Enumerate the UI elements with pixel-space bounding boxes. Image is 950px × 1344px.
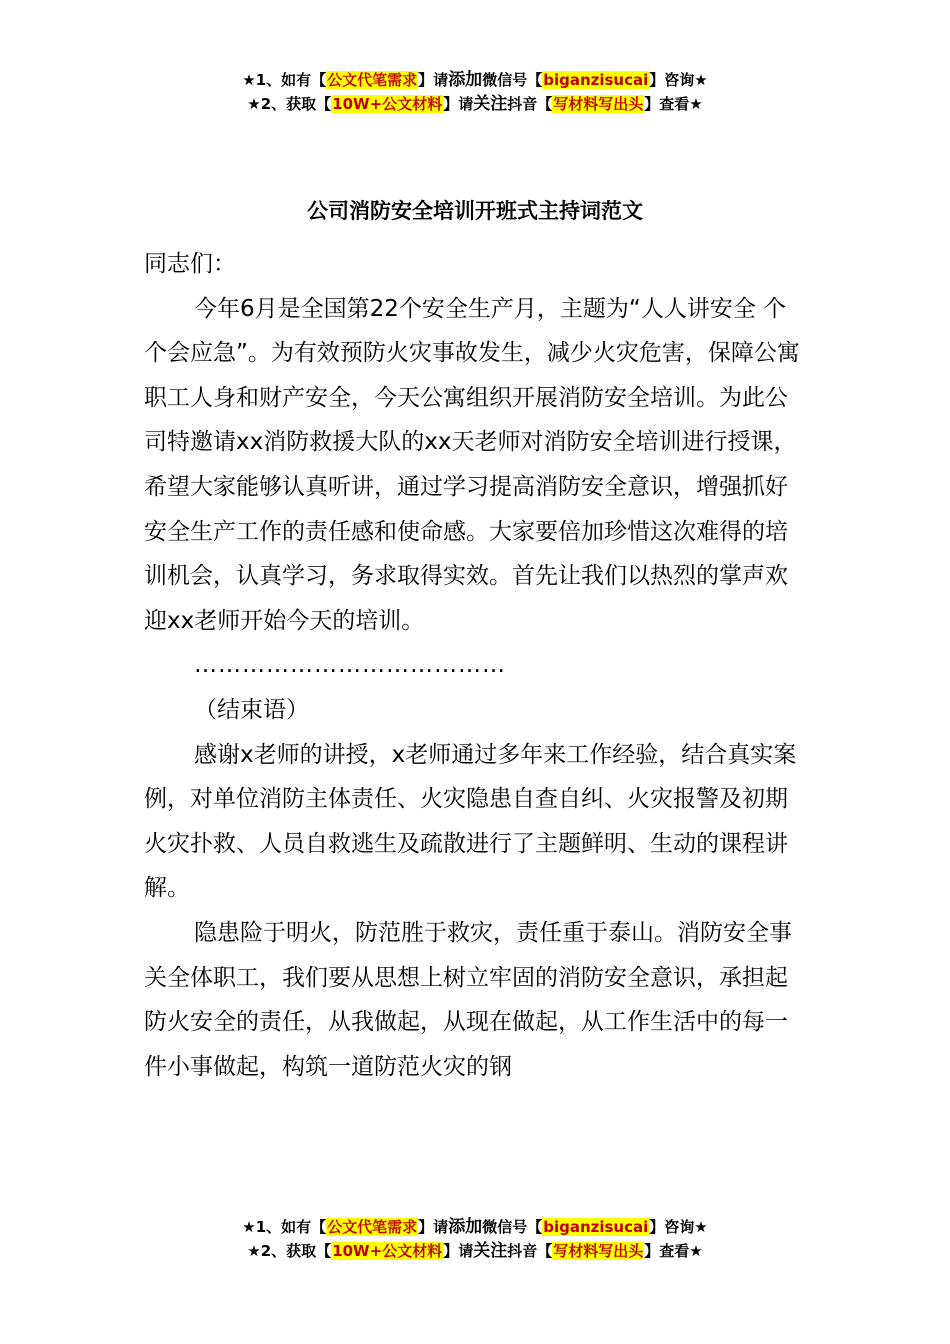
banner-line-2: ★2、获取【10W+公文材料】请关注抖音【写材料写出头】查看★ bbox=[247, 1241, 703, 1261]
highlight-service: 公文代笔需求 bbox=[327, 1218, 418, 1236]
paragraph-closing: 隐患险于明火，防范胜于救灾，责任重于泰山。消防安全事关全体职工，我们要从思想上树立牢固的消防安全意识，承担起防火安全的责任，从我做起，从现在做起，从工作生活中的每一件小事做起，构筑一道防范火灾的钢 bbox=[144, 919, 792, 1080]
paragraph-opening: 今年6月是全国第22个安全生产月，主题为“人人讲安全 个个会应急”。为有效预防火灾事故发生，减少火灾危害，保障公寓职工人身和财产安全，今天公寓组织开展消防安全培训。为此公司特邀请xx消防救援大队的xx天老师对消防安全培训进行授课，希望大家能够认真听讲，通过学习提高消防安全意识，增强抓好安全生产工作的责任感和使命感。大家要倍加珍惜这次难得的培训机会，认真学习，务求取得实效。首先让我们以热烈的掌声欢迎xx老师开始今天的培训。 bbox=[144, 295, 800, 634]
salutation: 同志们： bbox=[144, 251, 236, 277]
highlight-douyin: 写材料写出头 bbox=[553, 95, 644, 113]
ellipsis-divider: ………………………………… bbox=[194, 652, 506, 679]
footer-banner bbox=[0, 1215, 950, 1263]
header-banner bbox=[0, 68, 950, 116]
highlight-materials: 10W+公文材料 bbox=[332, 95, 443, 113]
closing-heading: （结束语） bbox=[194, 696, 309, 723]
document-title: 公司消防安全培训开班式主持词范文 bbox=[307, 199, 643, 223]
banner-line-1: ★1、如有【公文代笔需求】请添加微信号【biganzisucai】咨询★ bbox=[242, 1217, 708, 1237]
banner-line-1: ★1、如有【公文代笔需求】请添加微信号【biganzisucai】咨询★ bbox=[242, 70, 708, 90]
document-body bbox=[144, 242, 806, 1089]
highlight-wechat-id: biganzisucai bbox=[543, 71, 649, 89]
highlight-douyin: 写材料写出头 bbox=[553, 1242, 644, 1260]
highlight-wechat-id: biganzisucai bbox=[543, 1218, 649, 1236]
paragraph-thanks: 感谢x老师的讲授，x老师通过多年来工作经验，结合真实案例，对单位消防主体责任、火灾隐患自查自纠、火灾报警及初期火灾扑救、人员自救逃生及疏散进行了主题鲜明、生动的课程讲解。 bbox=[144, 741, 797, 902]
banner-line-2: ★2、获取【10W+公文材料】请关注抖音【写材料写出头】查看★ bbox=[247, 94, 703, 114]
highlight-service: 公文代笔需求 bbox=[327, 71, 418, 89]
highlight-materials: 10W+公文材料 bbox=[332, 1242, 443, 1260]
